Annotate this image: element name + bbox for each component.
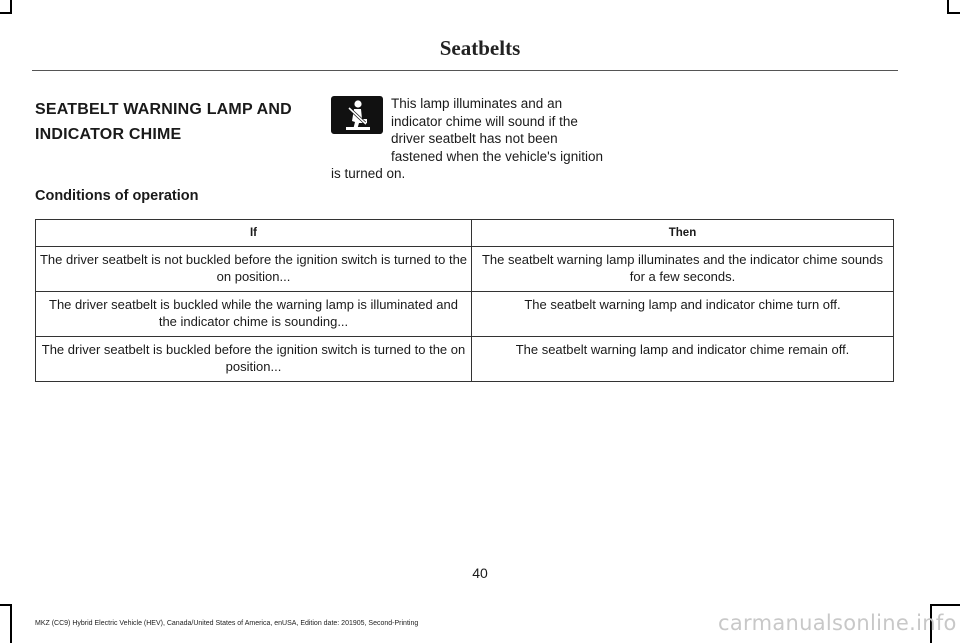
table-row — [36, 337, 894, 382]
footer-edition-info: MKZ (CC9) Hybrid Electric Vehicle (HEV), Canada/United States of America, enUSA, Edition date: 201905, Second-Printing — [35, 620, 419, 627]
table-row — [36, 247, 894, 292]
conditions-heading: Conditions of operation — [35, 188, 199, 204]
section-heading-line1: SEATBELT WARNING LAMP AND — [35, 101, 292, 118]
table-row — [36, 292, 894, 337]
warning-description — [331, 95, 606, 183]
crop-mark-top-left-h — [0, 12, 12, 14]
section-heading-line2: INDICATOR CHIME — [35, 126, 182, 143]
table-cell-then: The seatbelt warning lamp illuminates and the indicator chime sounds for a few seconds. — [472, 247, 894, 292]
column-header-then: Then — [472, 220, 894, 247]
table-cell-then: The seatbelt warning lamp and indicator chime turn off. — [472, 292, 894, 337]
page-header-title: Seatbelts — [439, 36, 521, 60]
section-heading — [35, 97, 315, 147]
column-header-if: If — [36, 220, 472, 247]
watermark: carmanualsonline.info — [718, 611, 957, 635]
table-header-row — [36, 220, 894, 247]
crop-mark-bottom-left-h — [0, 604, 12, 606]
table-cell-if: The driver seatbelt is not buckled before the ignition switch is turned to the on position... — [36, 247, 472, 292]
crop-mark-top-right-h — [947, 12, 960, 14]
crop-mark-bottom-right-h — [930, 604, 960, 606]
conditions-table — [35, 219, 894, 382]
crop-mark-bottom-left-v — [10, 604, 12, 643]
table-cell-then: The seatbelt warning lamp and indicator chime remain off. — [472, 337, 894, 382]
table-cell-if: The driver seatbelt is buckled while the warning lamp is illuminated and the indicator chime is sounding... — [36, 292, 472, 337]
table-cell-if: The driver seatbelt is buckled before the ignition switch is turned to the on position... — [36, 337, 472, 382]
header-divider — [32, 70, 898, 71]
page-number: 40 — [472, 565, 488, 581]
warning-description-text: This lamp illuminates and an indicator chime will sound if the driver seatbelt has not been fastened when the vehicle's ignition is turned on. — [331, 96, 603, 181]
icon-spacer — [331, 95, 391, 148]
